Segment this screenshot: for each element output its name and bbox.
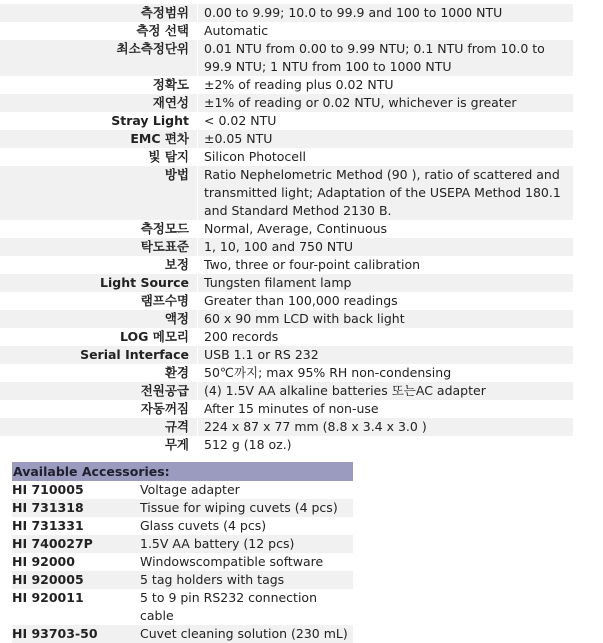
- spec-value: Ratio Nephelometric Method (90 ), ratio of scattered and transmitted light; Adaptation of the USEPA Method 180.1 and Standard Method 2130 B.: [197, 166, 573, 220]
- spec-row: [0, 112, 603, 130]
- spec-value: 224 x 87 x 77 mm (8.8 x 3.4 x 3.0 ): [197, 418, 573, 436]
- spec-value: (4) 1.5V AA alkaline batteries 또는AC adapter: [197, 382, 573, 400]
- accessory-code: HI 92000: [12, 554, 75, 569]
- spec-value: Normal, Average, Continuous: [197, 220, 573, 238]
- spec-row: [0, 130, 603, 148]
- accessories-table: [12, 462, 353, 643]
- accessory-code: HI 920011: [12, 590, 84, 605]
- spec-value: ±0.05 NTU: [197, 130, 573, 148]
- spec-table: [0, 4, 603, 454]
- spec-row: [0, 40, 603, 76]
- spec-label: 램프수명: [140, 293, 189, 308]
- accessory-row: [12, 589, 353, 625]
- accessory-code: HI 740027P: [12, 536, 93, 551]
- accessory-desc: Tissue for wiping cuvets (4 pcs): [140, 500, 338, 515]
- spec-value: USB 1.1 or RS 232: [197, 346, 573, 364]
- accessory-row: [12, 571, 353, 589]
- accessory-code: HI 920005: [12, 572, 84, 587]
- spec-label: 측정범위: [0, 4, 197, 22]
- accessory-desc: Glass cuvets (4 pcs): [140, 518, 267, 533]
- spec-row: [0, 346, 603, 364]
- spec-row: [0, 328, 603, 346]
- spec-label: EMC 편차: [0, 130, 197, 148]
- spec-row: [0, 310, 603, 328]
- accessory-code: HI 731331: [12, 518, 84, 533]
- spec-label: 빛 탐지: [148, 149, 189, 164]
- accessory-code: HI 710005: [12, 482, 84, 497]
- spec-label: 재연성: [0, 94, 197, 112]
- spec-value: 512 g (18 oz.): [197, 436, 573, 454]
- spec-value: Automatic: [197, 22, 573, 40]
- spec-label: 전원공급: [0, 382, 197, 400]
- spec-row: [0, 418, 603, 436]
- spec-label: 무게: [164, 437, 189, 452]
- spec-row: [0, 436, 603, 454]
- spec-label: 보정: [164, 257, 189, 272]
- spec-row: [0, 256, 603, 274]
- spec-row: [0, 94, 603, 112]
- spec-label: 규격: [0, 418, 197, 436]
- spec-row: [0, 274, 603, 292]
- spec-label: 환경: [164, 365, 189, 380]
- spec-label: 최소측정단위: [0, 40, 197, 76]
- accessories-list: [12, 481, 353, 643]
- spec-row: [0, 382, 603, 400]
- spec-label: 정확도: [152, 77, 189, 92]
- spec-label: Light Source: [0, 274, 197, 292]
- spec-value: < 0.02 NTU: [197, 112, 573, 130]
- accessory-desc: Cuvet cleaning solution (230 mL): [140, 626, 348, 641]
- accessory-desc: 5 tag holders with tags: [140, 572, 285, 587]
- spec-row: [0, 220, 603, 238]
- spec-row: [0, 76, 603, 94]
- spec-value: 0.01 NTU from 0.00 to 9.99 NTU; 0.1 NTU from 10.0 to 99.9 NTU; 1 NTU from 100 to 1000 NTU: [197, 40, 573, 76]
- spec-value: Tungsten filament lamp: [197, 274, 573, 292]
- spec-value: 200 records: [197, 328, 573, 346]
- spec-value: Silicon Photocell: [197, 148, 573, 166]
- spec-value: ±1% of reading or 0.02 NTU, whichever is greater: [197, 94, 573, 112]
- spec-label: LOG 메모리: [120, 329, 189, 344]
- spec-value: 50℃까지; max 95% RH non-condensing: [197, 364, 573, 382]
- accessory-desc: 1.5V AA battery (12 pcs): [140, 536, 295, 551]
- spec-value: Greater than 100,000 readings: [197, 292, 573, 310]
- accessory-row: [12, 499, 353, 517]
- spec-row: [0, 400, 603, 418]
- spec-row: [0, 166, 603, 220]
- spec-label: 탁도표준: [0, 238, 197, 256]
- spec-label: 방법: [0, 166, 197, 220]
- spec-value: 60 x 90 mm LCD with back light: [197, 310, 573, 328]
- spec-row: [0, 148, 603, 166]
- spec-row: [0, 4, 603, 22]
- spec-label: 측정 선택: [136, 23, 189, 38]
- spec-row: [0, 238, 603, 256]
- spec-label: 측정모드: [140, 221, 189, 236]
- accessory-row: [12, 553, 353, 571]
- accessory-code: HI 731318: [12, 500, 84, 515]
- spec-label: Serial Interface: [0, 346, 197, 364]
- accessory-row: [12, 625, 353, 643]
- accessory-row: [12, 535, 353, 553]
- spec-row: [0, 22, 603, 40]
- spec-value: Two, three or four-point calibration: [197, 256, 573, 274]
- spec-value: 0.00 to 9.99; 10.0 to 99.9 and 100 to 1000 NTU: [197, 4, 573, 22]
- accessory-desc: Voltage adapter: [140, 482, 240, 497]
- spec-row: [0, 364, 603, 382]
- spec-value: ±2% of reading plus 0.02 NTU: [197, 76, 573, 94]
- spec-label: 액정: [0, 310, 197, 328]
- accessories-header: Available Accessories:: [12, 462, 353, 481]
- spec-value: After 15 minutes of non-use: [197, 400, 573, 418]
- accessory-desc: 5 to 9 pin RS232 connection cable: [140, 590, 318, 623]
- spec-label: Stray Light: [111, 113, 189, 128]
- accessory-code: HI 93703-50: [12, 626, 98, 641]
- spec-value: 1, 10, 100 and 750 NTU: [197, 238, 573, 256]
- spec-row: [0, 292, 603, 310]
- accessory-row: [12, 517, 353, 535]
- accessory-row: [12, 481, 353, 499]
- accessory-desc: Windowscompatible software: [140, 554, 324, 569]
- spec-label: 자동꺼짐: [140, 401, 189, 416]
